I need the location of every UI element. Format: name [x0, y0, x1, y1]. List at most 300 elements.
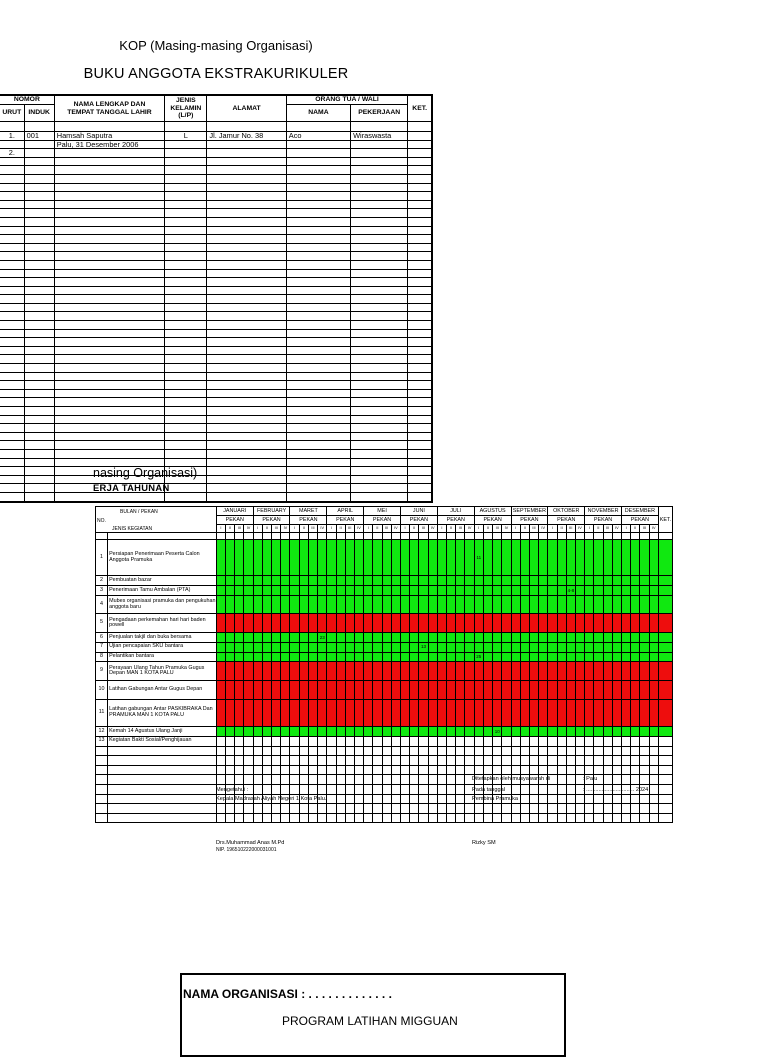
week-cell — [557, 642, 566, 652]
activity-name: Latihan Gabungan Antar Gugus Depan — [108, 680, 217, 699]
week-cell — [603, 652, 612, 662]
week-cell — [290, 632, 299, 642]
week-cell — [216, 576, 225, 586]
week-cell — [437, 632, 446, 642]
cell-induk — [24, 140, 54, 149]
sig-place: : Palu — [583, 776, 598, 782]
week-cell — [299, 614, 308, 633]
activity-row — [96, 736, 673, 746]
week-cell — [649, 736, 658, 746]
table-row — [0, 407, 432, 416]
week-cell — [649, 699, 658, 726]
week-cell — [447, 540, 456, 576]
month-header: MARET — [290, 507, 327, 516]
week-cell — [345, 642, 354, 652]
table-row — [0, 286, 432, 295]
week-cell — [382, 595, 391, 614]
week-cell — [354, 699, 363, 726]
week-cell — [447, 652, 456, 662]
pekan-header: PEKAN — [290, 516, 327, 525]
week-cell — [511, 585, 520, 595]
week-cell — [244, 595, 253, 614]
week-cell — [226, 585, 235, 595]
week-cell — [336, 595, 345, 614]
week-cell — [465, 614, 474, 633]
week-cell — [612, 652, 621, 662]
week-cell — [483, 699, 492, 726]
week-cell — [308, 652, 317, 662]
week-cell — [336, 540, 345, 576]
activity-no: 4 — [96, 595, 108, 614]
week-cell — [557, 699, 566, 726]
week-cell — [575, 585, 584, 595]
week-cell — [640, 595, 649, 614]
week-label: III — [640, 525, 649, 533]
week-cell — [345, 595, 354, 614]
week-cell — [502, 595, 511, 614]
week-cell — [253, 652, 262, 662]
col-nomor: NOMOR — [0, 95, 54, 105]
week-cell — [539, 632, 548, 642]
week-cell — [520, 576, 529, 586]
week-cell — [649, 585, 658, 595]
week-cell — [373, 576, 382, 586]
cell-urut: 1. — [0, 132, 24, 141]
week-cell — [327, 642, 336, 652]
week-cell — [336, 642, 345, 652]
week-cell — [520, 632, 529, 642]
week-cell — [327, 585, 336, 595]
week-cell — [272, 540, 281, 576]
week-cell — [272, 614, 281, 633]
week-cell — [502, 576, 511, 586]
week-cell — [262, 632, 271, 642]
week-cell — [520, 642, 529, 652]
week-cell — [281, 585, 290, 595]
week-cell — [419, 736, 428, 746]
week-label: II — [447, 525, 456, 533]
week-cell — [419, 662, 428, 681]
week-cell — [299, 585, 308, 595]
week-cell — [318, 736, 327, 746]
week-cell — [327, 662, 336, 681]
activity-row — [96, 662, 673, 681]
week-cell — [244, 632, 253, 642]
doc2-title-partial: ERJA TAHUNAN — [93, 482, 170, 493]
week-label: IV — [575, 525, 584, 533]
week-cell — [447, 736, 456, 746]
week-cell — [272, 642, 281, 652]
week-cell — [566, 540, 575, 576]
week-cell — [410, 632, 419, 642]
week-label: I — [327, 525, 336, 533]
week-cell — [336, 576, 345, 586]
week-cell — [548, 736, 557, 746]
week-cell — [483, 576, 492, 586]
week-cell — [410, 662, 419, 681]
week-cell — [474, 576, 483, 586]
week-cell — [511, 632, 520, 642]
week-cell — [474, 632, 483, 642]
week-cell — [235, 662, 244, 681]
sig-head-nip: NIP. 196510222000031001 — [216, 847, 277, 853]
week-cell — [456, 652, 465, 662]
week-cell — [373, 652, 382, 662]
week-label: I — [290, 525, 299, 533]
week-cell — [419, 699, 428, 726]
week-label: IV — [502, 525, 511, 533]
pekan-header: PEKAN — [216, 516, 253, 525]
week-cell — [299, 632, 308, 642]
week-cell — [244, 699, 253, 726]
week-cell — [631, 576, 640, 586]
week-cell — [603, 585, 612, 595]
week-cell — [649, 726, 658, 736]
week-cell — [447, 595, 456, 614]
week-cell — [244, 652, 253, 662]
week-cell — [419, 585, 428, 595]
spacer-row — [96, 533, 673, 540]
week-cell — [391, 736, 400, 746]
week-cell — [622, 699, 631, 726]
activity-name: Ujian pencapaian SKU bantara — [108, 642, 217, 652]
week-cell — [345, 680, 354, 699]
week-cell — [354, 632, 363, 642]
table-row — [0, 415, 432, 424]
week-cell — [631, 595, 640, 614]
week-label: I — [253, 525, 262, 533]
week-cell — [493, 585, 502, 595]
week-cell — [603, 699, 612, 726]
week-cell — [253, 662, 262, 681]
week-cell — [290, 680, 299, 699]
week-cell — [327, 614, 336, 633]
week-cell — [428, 680, 437, 699]
week-cell — [345, 652, 354, 662]
week-cell — [640, 576, 649, 586]
week-cell — [318, 642, 327, 652]
week-cell — [447, 632, 456, 642]
week-cell — [391, 680, 400, 699]
col-alamat: ALAMAT — [207, 95, 286, 122]
week-cell — [437, 614, 446, 633]
table-row — [0, 140, 432, 149]
week-cell — [493, 540, 502, 576]
week-label: IV — [244, 525, 253, 533]
week-cell — [465, 736, 474, 746]
week-cell — [318, 614, 327, 633]
week-label: IV — [281, 525, 290, 533]
week-cell — [649, 576, 658, 586]
activity-no: 9 — [96, 662, 108, 681]
week-cell — [640, 642, 649, 652]
week-cell — [622, 585, 631, 595]
week-cell — [235, 736, 244, 746]
activity-ket — [658, 699, 672, 726]
week-label: II — [483, 525, 492, 533]
week-cell — [612, 699, 621, 726]
week-label: III — [603, 525, 612, 533]
pekan-header: PEKAN — [474, 516, 511, 525]
week-cell — [364, 540, 373, 576]
week-cell — [262, 595, 271, 614]
week-cell — [419, 726, 428, 736]
week-cell — [318, 585, 327, 595]
table-row — [0, 355, 432, 364]
week-cell — [566, 595, 575, 614]
week-label: IV — [465, 525, 474, 533]
week-cell — [649, 614, 658, 633]
week-cell — [557, 576, 566, 586]
activity-row — [96, 576, 673, 586]
week-cell — [299, 576, 308, 586]
table-row — [0, 312, 432, 321]
week-cell — [539, 585, 548, 595]
week-cell — [262, 736, 271, 746]
week-cell — [308, 699, 317, 726]
week-cell — [603, 614, 612, 633]
week-label: IV — [391, 525, 400, 533]
week-cell — [410, 585, 419, 595]
week-cell — [354, 662, 363, 681]
sig-pada-tanggal: Pada tanggal — [472, 787, 505, 793]
week-cell — [474, 736, 483, 746]
week-cell — [585, 652, 594, 662]
annual-program-table — [95, 506, 673, 777]
week-cell: 23 — [318, 632, 327, 642]
week-cell — [391, 726, 400, 736]
activity-name: Mubes organisasi pramuka dan pengukuhan anggota baru — [108, 595, 217, 614]
week-cell — [566, 652, 575, 662]
activity-name: Penjualan takjil dan buka bersama — [108, 632, 217, 642]
week-cell — [410, 699, 419, 726]
week-cell — [244, 680, 253, 699]
week-cell — [566, 576, 575, 586]
week-label: II — [594, 525, 603, 533]
week-cell — [493, 662, 502, 681]
week-cell — [456, 540, 465, 576]
week-cell — [419, 680, 428, 699]
week-cell — [502, 652, 511, 662]
week-cell — [428, 632, 437, 642]
week-cell — [327, 632, 336, 642]
week-cell — [622, 652, 631, 662]
week-cell — [529, 642, 538, 652]
week-cell — [410, 595, 419, 614]
week-cell — [345, 699, 354, 726]
week-cell — [456, 642, 465, 652]
week-cell — [612, 726, 621, 736]
week-cell — [400, 632, 409, 642]
week-label: II — [557, 525, 566, 533]
week-cell — [456, 585, 465, 595]
week-cell — [502, 662, 511, 681]
week-cell — [364, 642, 373, 652]
week-cell — [529, 652, 538, 662]
week-cell — [603, 726, 612, 736]
week-cell — [272, 736, 281, 746]
week-cell — [612, 576, 621, 586]
table-row — [0, 424, 432, 433]
week-cell — [290, 699, 299, 726]
week-label: II — [336, 525, 345, 533]
week-cell — [216, 680, 225, 699]
week-cell — [345, 736, 354, 746]
week-cell — [235, 576, 244, 586]
week-cell — [456, 614, 465, 633]
week-cell — [511, 726, 520, 736]
week-cell — [511, 595, 520, 614]
cell-ortu — [286, 149, 350, 158]
table-row — [0, 149, 432, 158]
table-row — [0, 389, 432, 398]
week-cell — [566, 680, 575, 699]
week-cell — [622, 576, 631, 586]
week-cell — [594, 585, 603, 595]
week-cell — [493, 736, 502, 746]
week-cell — [382, 662, 391, 681]
cell-jk — [165, 140, 207, 149]
week-cell — [483, 662, 492, 681]
sig-kepala: Kepala Madrasah Aliyah Negeri 1 Kota Palu. — [216, 796, 327, 802]
activity-row — [96, 585, 673, 595]
week-cell — [290, 614, 299, 633]
week-cell — [539, 595, 548, 614]
week-cell — [410, 540, 419, 576]
week-cell — [244, 726, 253, 736]
week-cell — [262, 680, 271, 699]
week-cell — [622, 614, 631, 633]
activity-name: Persiapan Penerimaan Peserta Calon Anggota Pramuka — [108, 540, 217, 576]
week-label: IV — [428, 525, 437, 533]
week-label: III — [308, 525, 317, 533]
ket-header: KET. — [658, 507, 672, 533]
week-cell — [511, 662, 520, 681]
week-cell — [318, 540, 327, 576]
week-cell — [493, 642, 502, 652]
week-cell — [465, 576, 474, 586]
week-cell — [594, 652, 603, 662]
month-header: APRIL — [327, 507, 364, 516]
week-cell — [262, 726, 271, 736]
table-row — [0, 338, 432, 347]
week-cell — [539, 699, 548, 726]
week-cell — [428, 585, 437, 595]
table-row — [0, 364, 432, 373]
week-cell — [235, 595, 244, 614]
week-cell — [428, 614, 437, 633]
week-cell — [216, 642, 225, 652]
week-cell — [539, 642, 548, 652]
week-cell — [585, 576, 594, 586]
table-row — [0, 235, 432, 244]
week-cell — [327, 699, 336, 726]
activity-no: 11 — [96, 699, 108, 726]
week-cell — [511, 680, 520, 699]
week-cell — [483, 540, 492, 576]
week-cell — [364, 576, 373, 586]
week-cell — [281, 662, 290, 681]
week-cell — [400, 699, 409, 726]
week-cell — [382, 540, 391, 576]
week-cell — [235, 726, 244, 736]
activity-no: 7 — [96, 642, 108, 652]
week-cell — [585, 595, 594, 614]
week-cell — [456, 595, 465, 614]
week-cell — [419, 614, 428, 633]
week-cell — [603, 662, 612, 681]
week-cell: 11 — [474, 540, 483, 576]
week-cell — [382, 614, 391, 633]
week-cell — [539, 680, 548, 699]
week-cell — [511, 699, 520, 726]
corner-top: BULAN / PEKAN — [120, 509, 158, 515]
activity-name: Pengadaan perkemahan hari hari baden powell — [108, 614, 217, 633]
table-row — [0, 200, 432, 209]
week-cell — [354, 595, 363, 614]
week-cell — [373, 614, 382, 633]
week-cell — [391, 662, 400, 681]
week-cell — [631, 632, 640, 642]
week-cell — [465, 699, 474, 726]
week-cell — [299, 540, 308, 576]
week-cell — [216, 736, 225, 746]
week-cell — [447, 585, 456, 595]
week-cell — [493, 632, 502, 642]
week-cell — [474, 595, 483, 614]
week-cell — [290, 736, 299, 746]
week-cell — [382, 652, 391, 662]
week-cell — [272, 595, 281, 614]
week-cell — [345, 614, 354, 633]
week-cell — [594, 576, 603, 586]
week-cell — [281, 614, 290, 633]
activity-no: 2 — [96, 576, 108, 586]
week-cell — [566, 726, 575, 736]
week-cell — [253, 680, 262, 699]
week-cell — [400, 652, 409, 662]
week-cell — [299, 699, 308, 726]
week-label: IV — [649, 525, 658, 533]
week-cell — [364, 585, 373, 595]
week-cell — [520, 652, 529, 662]
table-row — [0, 157, 432, 166]
week-cell — [465, 680, 474, 699]
week-cell — [539, 662, 548, 681]
week-cell — [354, 614, 363, 633]
week-cell — [575, 680, 584, 699]
week-cell — [575, 632, 584, 642]
month-header: NOVEMBER — [585, 507, 622, 516]
week-cell — [410, 736, 419, 746]
week-cell — [235, 540, 244, 576]
week-cell: 4-8 — [566, 585, 575, 595]
week-cell — [299, 595, 308, 614]
week-cell — [585, 585, 594, 595]
week-cell — [391, 652, 400, 662]
week-cell — [391, 540, 400, 576]
activity-ket — [658, 680, 672, 699]
week-cell — [281, 595, 290, 614]
week-cell — [226, 614, 235, 633]
week-cell — [649, 680, 658, 699]
week-cell — [336, 632, 345, 642]
week-cell — [272, 576, 281, 586]
week-cell — [465, 540, 474, 576]
week-cell — [235, 632, 244, 642]
week-cell — [290, 595, 299, 614]
week-cell — [226, 736, 235, 746]
